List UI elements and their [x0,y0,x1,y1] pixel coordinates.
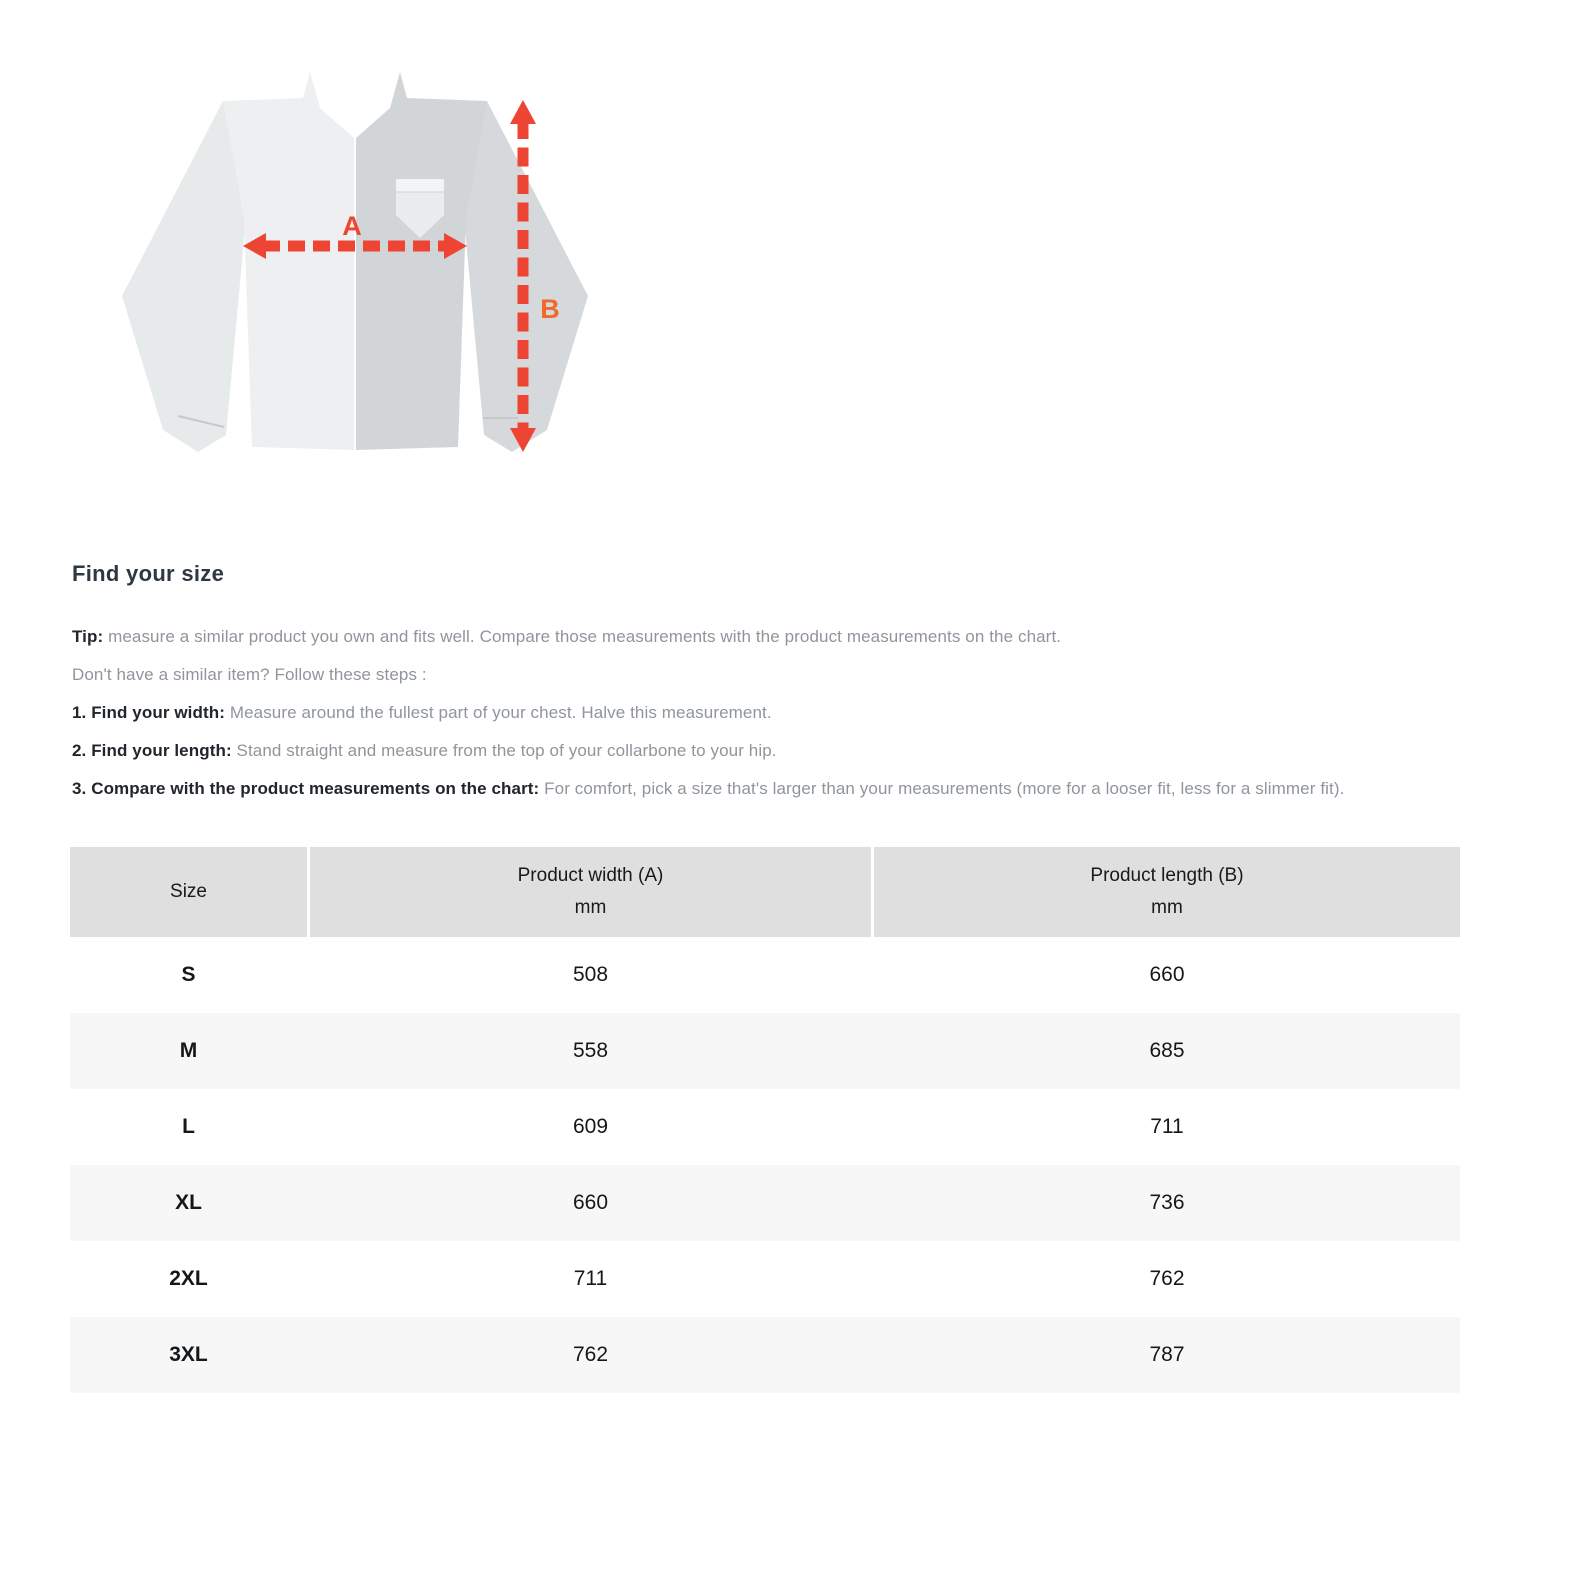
table-row: S 508 660 [70,937,1460,1013]
step-3 [72,778,1492,799]
size-table-header [70,847,1460,937]
table-row: 3XL 762 787 [70,1317,1460,1393]
length-arrow-b-top-head [510,100,536,124]
header-size: Size [70,847,307,937]
step-2 [72,740,1492,761]
shirt-left-torso [223,72,354,450]
shirt-left-sleeve [122,101,246,452]
instructions [72,626,1492,816]
step-1-label: 1. Find your width: [72,703,225,722]
shirt-pocket-flap [396,179,444,192]
table-row: L 609 711 [70,1089,1460,1165]
no-similar-item-text: Don't have a similar item? Follow these steps : [72,665,427,684]
tip-paragraph [72,626,1492,647]
table-row: M 558 685 [70,1013,1460,1089]
step-1-text: Measure around the fullest part of your chest. Halve this measurement. [229,703,772,722]
step-2-label: 2. Find your length: [72,741,232,760]
shirt-right-torso [356,72,487,450]
width-label-a: A [342,211,362,241]
step-3-text: For comfort, pick a size that's larger than your measurements (more for a looser fit, less for a slimmer fit). [544,779,1345,798]
tip-text: measure a similar product you own and fits well. Compare those measurements with the product measurements on the chart. [108,627,1062,646]
step-1 [72,702,1492,723]
step-2-text: Stand straight and measure from the top of your collarbone to your hip. [236,741,777,760]
length-label-b: B [540,294,560,324]
size-table [70,847,1460,1393]
page-title: Find your size [72,561,225,586]
tip-label: Tip: [72,627,104,646]
size-measurement-diagram [120,68,590,466]
table-row: 2XL 711 762 [70,1241,1460,1317]
table-row: XL 660 736 [70,1165,1460,1241]
step-3-label: 3. Compare with the product measurements on the chart: [72,779,540,798]
header-product-width: Product width (A) mm [310,847,871,937]
header-product-length: Product length (B) mm [874,847,1460,937]
